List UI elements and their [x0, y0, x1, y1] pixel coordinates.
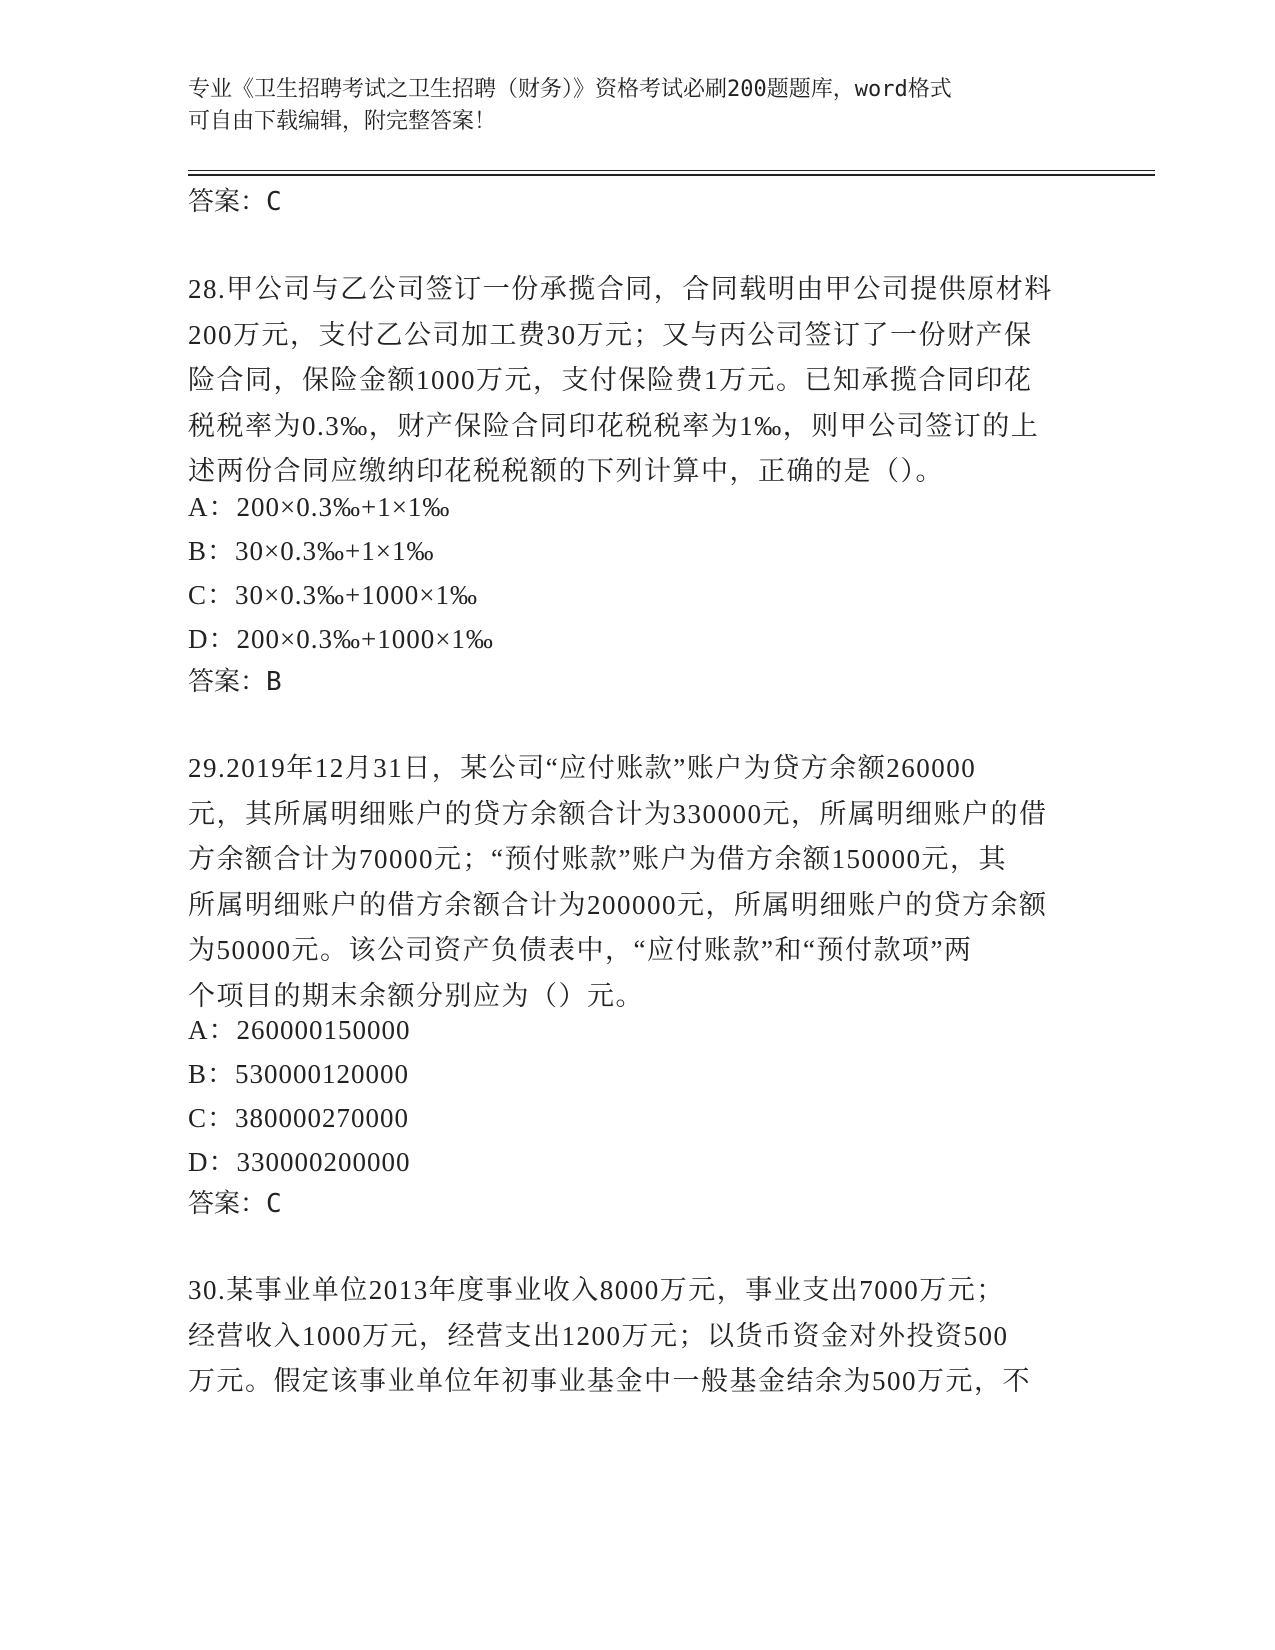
question-29 — [188, 746, 1088, 1019]
page-header — [188, 74, 1088, 138]
question-28-option-b: B：30×0.3‰+1×1‰ — [188, 536, 435, 566]
question-30-line: 万元。假定该事业单位年初事业基金中一般基金结余为500万元，不 — [188, 1366, 1031, 1396]
question-28-option-c: C：30×0.3‰+1000×1‰ — [188, 580, 478, 610]
answer-29: 答案：C — [188, 1189, 282, 1219]
question-28-option-a: A：200×0.3‰+1×1‰ — [188, 492, 451, 522]
question-30 — [188, 1268, 1088, 1405]
question-30-line: 经营收入1000万元，经营支出1200万元；以货币资金对外投资500 — [188, 1320, 1009, 1351]
header-line-1: 专业《卫生招聘考试之卫生招聘（财务）》资格考试必刷200题题库，word格式 — [188, 77, 952, 102]
question-29-option-b: B：530000120000 — [188, 1059, 410, 1089]
question-28-option-d: D：200×0.3‰+1000×1‰ — [188, 624, 494, 654]
question-28-line: 述两份合同应缴纳印花税税额的下列计算中，正确的是（）。 — [188, 456, 944, 486]
question-29-option-d: D：330000200000 — [188, 1147, 411, 1177]
question-28 — [188, 267, 1088, 495]
header-rule-thick — [188, 174, 1155, 176]
question-29-line: 29.2019年12月31日，某公司“应付账款”账户为贷方余额260000 — [188, 753, 977, 783]
question-29-option-a: A：260000150000 — [188, 1015, 411, 1045]
question-29-line: 元，其所属明细账户的贷方余额合计为330000元，所属明细账户的借 — [188, 798, 1048, 829]
question-28-line: 28.甲公司与乙公司签订一份承揽合同，合同载明由甲公司提供原材料 — [188, 274, 1053, 304]
question-29-line: 方余额合计为70000元；“预付账款”账户为借方余额150000元，其 — [188, 844, 1007, 874]
header-line-2: 可自由下载编辑，附完整答案！ — [188, 109, 497, 134]
question-29-line: 所属明细账户的借方余额合计为200000元，所属明细账户的贷方余额 — [188, 889, 1048, 920]
question-28-line: 税税率为0.3‰，财产保险合同印花税税率为1‰，则甲公司签订的上 — [188, 410, 1040, 441]
question-30-line: 30.某事业单位2013年度事业收入8000万元，事业支出7000万元； — [188, 1275, 1005, 1305]
question-29-line: 个项目的期末余额分别应为（）元。 — [188, 980, 644, 1011]
question-28-line: 险合同，保险金额1000万元，支付保险费1万元。已知承揽合同印花 — [188, 365, 1033, 395]
question-29-line: 为50000元。该公司资产负债表中，“应付账款”和“预付款项”两 — [188, 935, 973, 965]
question-28-line: 200万元，支付乙公司加工费30万元；又与丙公司签订了一份财产保 — [188, 319, 1033, 350]
answer-28: 答案：B — [188, 667, 282, 697]
answer-27: 答案：C — [188, 187, 282, 217]
header-rule-thin — [188, 170, 1155, 171]
question-29-option-c: C：380000270000 — [188, 1103, 410, 1133]
